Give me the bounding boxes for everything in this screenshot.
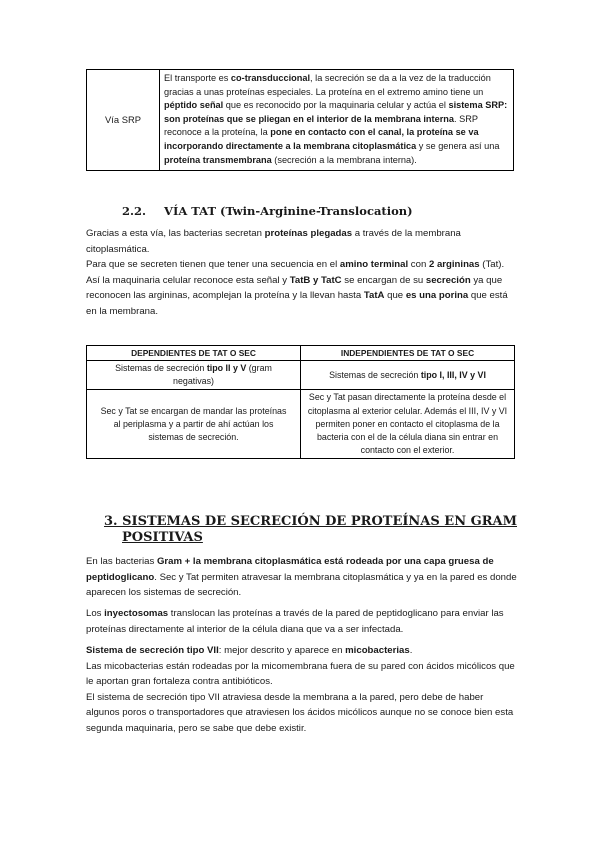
section-heading-2-2 — [122, 204, 413, 218]
text-run: : mejor descrito y aparece en — [218, 645, 346, 656]
gram-positive-paragraph — [86, 554, 518, 601]
cell-dependientes-desc — [87, 390, 301, 459]
srp-label: Vía SRP — [87, 70, 160, 171]
bold-text: micobacterias — [345, 645, 410, 656]
cell-independientes-tipos — [301, 361, 515, 390]
bold-text: amino terminal — [339, 259, 409, 270]
text-run: En las bacterias — [86, 556, 157, 567]
text-run: El transporte es — [164, 73, 231, 83]
text-run: (Tat). — [479, 259, 505, 270]
bold-text: TatA — [363, 290, 385, 301]
text-run: se encargan de su — [341, 274, 426, 286]
section-number: 2.2. — [122, 204, 147, 218]
tat-paragraph — [86, 226, 518, 319]
bold-text: Gram + la membrana citoplasmática está rodeada por una capa gruesa de peptidoglicano — [86, 556, 494, 583]
text-run: , la secreción se da a la vez de la traducción gracias a unas proteínas especiales. La proteína en el extremo amino tiene un — [164, 73, 491, 97]
table-row — [87, 361, 515, 390]
bold-text: tipo II y V — [206, 363, 247, 373]
tat-sec-table — [86, 345, 515, 459]
text-run: (secreción a la membrana interna). — [271, 154, 417, 165]
bold-text: inyectosomas — [104, 608, 169, 619]
text-run: . Sec y Tat permiten atravesar la membrana citoplasmática y ya en la pared es donde aparecen los sistemas de secreción. — [86, 571, 517, 598]
text-run: que es reconocido por la maquinaria celular y actúa el — [223, 100, 449, 111]
header-independientes: INDEPENDIENTES DE TAT O SEC — [301, 346, 515, 361]
bold-text: co-transduccional — [230, 73, 311, 83]
text-run: Así la maquinaria celular reconoce esta señal y — [86, 274, 290, 286]
srp-table — [86, 69, 514, 171]
text-run: Para que se secreten tienen que tener una secuencia en el — [86, 259, 340, 270]
srp-description — [160, 70, 514, 171]
text-run: Sec y Tat se encargan de mandar las proteínas al periplasma y a partir de ahí actúan los sistemas de secreción. — [100, 405, 287, 443]
text-run: a través de la membrana citoplasmática. — [86, 228, 461, 255]
bold-text: es una porina — [405, 290, 469, 301]
header-dependientes: DEPENDIENTES DE TAT O SEC — [87, 346, 301, 361]
type-vii-paragraph — [86, 643, 518, 736]
table-header-row — [87, 346, 515, 361]
section-title: VÍA TAT (Twin-Arginine-Translocation) — [164, 204, 413, 218]
bold-text: sistema SRP: son proteínas que se pliegan en el interior de la membrana interna — [164, 100, 508, 124]
text-run: El sistema de secreción tipo VII atraviesa desde la membrana a la pared, pero debe de haber algunos poros o transportadores que atraviesen los ácidos micólicos aunque no se conoce bien esta segunda maquinaria, pero se sabe que debe existir. — [86, 691, 514, 734]
text-run: que está en la membrana. — [86, 290, 508, 317]
bold-text: 2 argininas — [428, 259, 480, 270]
text-run: Sec y Tat pasan directamente la proteína desde el citoplasma al exterior celular. Además el III, IV y VI permiten poner en contacto el citoplasma de la bacteria con el de la célula diana sin entrar en contacto con el exterior. — [307, 392, 508, 456]
bold-text: proteínas plegadas — [264, 228, 353, 239]
text-run: que — [384, 290, 406, 301]
cell-dependientes-tipos — [87, 361, 301, 390]
table-row — [87, 70, 514, 171]
text-run: Los — [86, 608, 105, 619]
text-run: Sistemas de secreción — [115, 363, 207, 373]
text-run: Las micobacterias están rodeadas por la micomembrana fuera de su pared con ácidos micólicos que le aportan gran fortaleza contra antibióticos. — [86, 660, 515, 687]
bold-text: péptido señal — [164, 100, 224, 111]
cell-independientes-desc — [301, 390, 515, 459]
injectosome-paragraph — [86, 606, 518, 637]
section-heading-3: 3. SISTEMAS DE SECRECIÓN DE PROTEÍNAS EN GRAM POSITIVAS — [104, 514, 518, 545]
text-run: ya que reconocen las argininas, acomplejan la proteína y la llevan hasta — [86, 274, 503, 301]
text-run: . — [409, 645, 413, 656]
text-run: Sistemas de secreción — [329, 369, 421, 380]
text-run: con — [408, 259, 429, 270]
bold-text: secreción — [425, 274, 471, 286]
table-row — [87, 390, 515, 459]
text-run: (gram negativas) — [173, 363, 272, 387]
bold-text: TatB y TatC — [289, 274, 342, 286]
bold-text: proteína transmembrana — [164, 154, 272, 165]
text-run: . SRP reconoce a la proteína, la — [164, 113, 478, 138]
text-run: y se genera así una — [416, 140, 500, 151]
bold-text: Sistema de secreción tipo VII — [86, 645, 219, 656]
text-run: Gracias a esta vía, las bacterias secretan — [86, 228, 265, 239]
bold-text: tipo I, III, IV y VI — [420, 369, 486, 380]
bold-text: pone en contacto con el canal, la proteína se va incorporando directamente a la membrana citoplasmática — [164, 127, 479, 151]
text-run: translocan las proteínas a través de la pared de peptidoglicano para enviar las proteínas directamente al interior de la célula diana que va a ser infectada. — [86, 608, 504, 635]
